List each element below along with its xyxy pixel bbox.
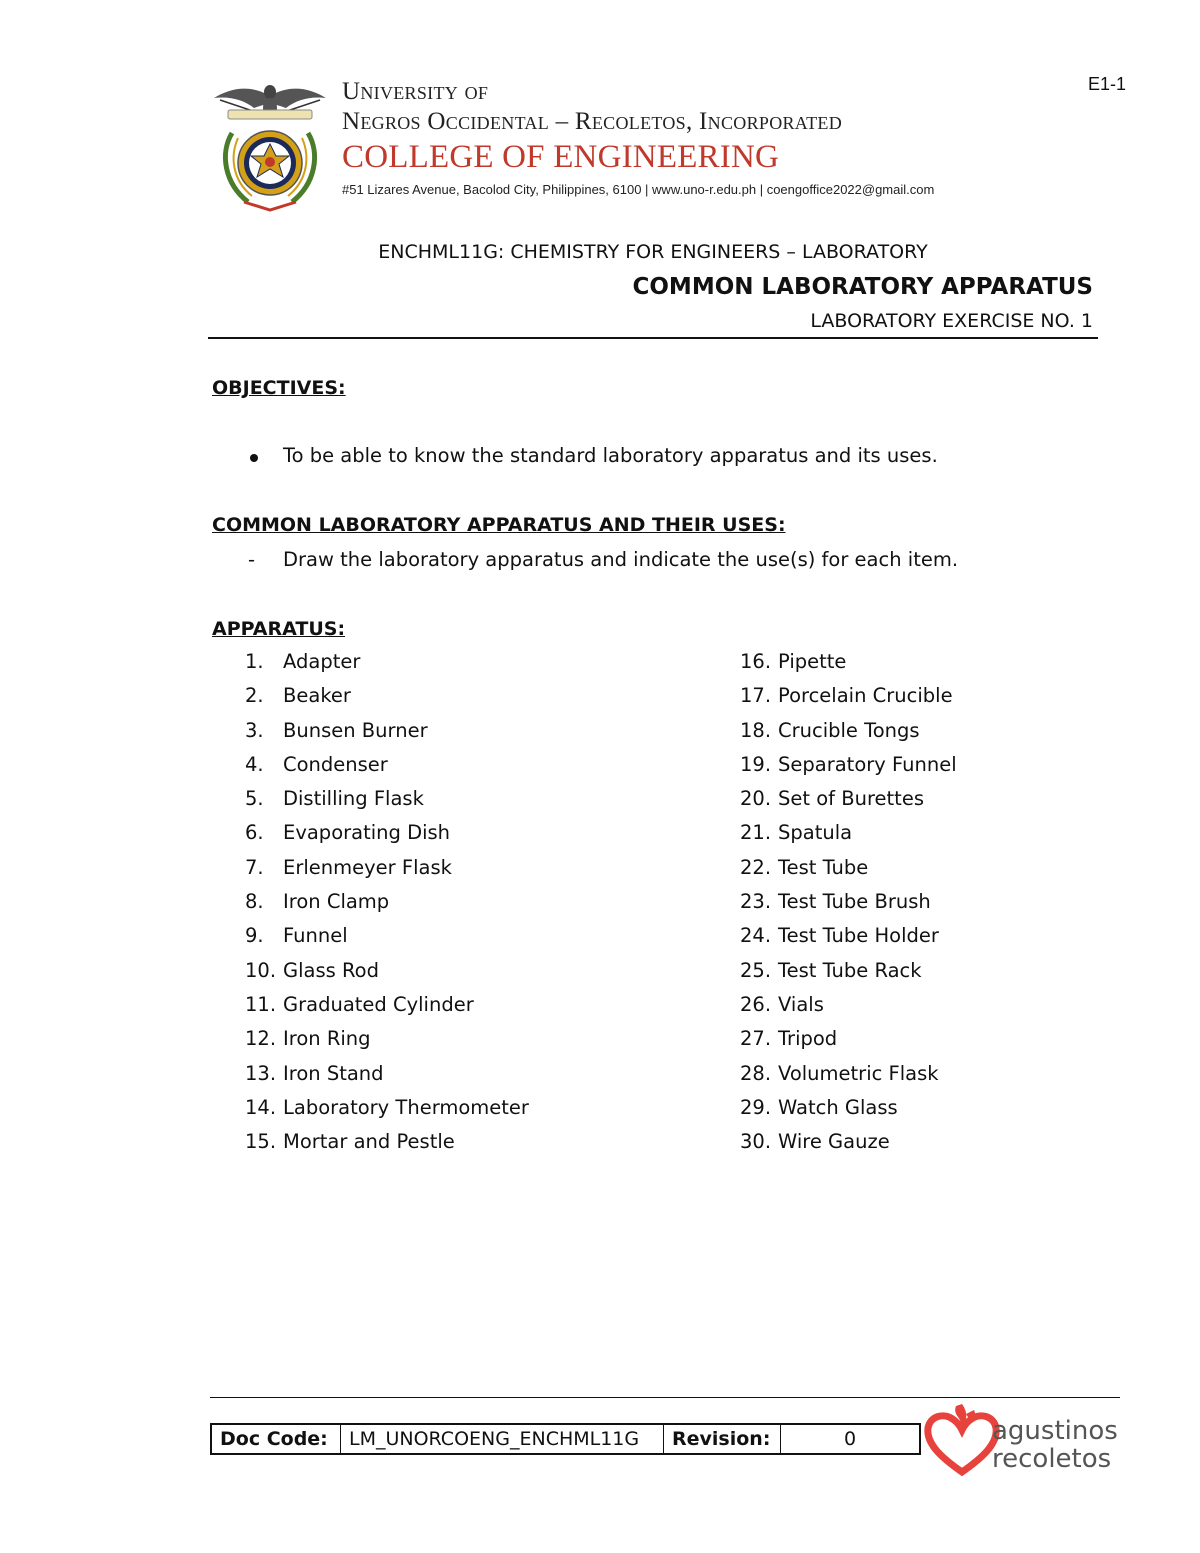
brand-name-line1: agustinos bbox=[992, 1416, 1118, 1446]
list-item-number: 9. bbox=[245, 924, 264, 948]
list-item bbox=[740, 1096, 957, 1130]
list-item bbox=[245, 959, 529, 993]
list-item bbox=[245, 753, 529, 787]
university-seal-icon bbox=[210, 78, 330, 213]
doc-code-value: LM_UNORCOENG_ENCHML11G bbox=[341, 1424, 664, 1454]
list-item bbox=[245, 650, 529, 684]
uses-heading: COMMON LABORATORY APPARATUS AND THEIR USES: bbox=[212, 514, 786, 536]
document-control-table bbox=[210, 1423, 921, 1455]
list-item bbox=[245, 821, 529, 855]
university-name-line2: Negros Occidental – Recoletos, Incorporated bbox=[342, 108, 843, 135]
list-item-label: Laboratory Thermometer bbox=[283, 1095, 529, 1119]
list-item-label: Watch Glass bbox=[778, 1095, 898, 1119]
list-item-label: Iron Ring bbox=[283, 1027, 371, 1051]
list-item bbox=[245, 993, 529, 1027]
list-item-number: 16. bbox=[740, 650, 772, 673]
objectives-heading: OBJECTIVES: bbox=[212, 377, 346, 399]
list-item-number: 6. bbox=[245, 821, 264, 845]
list-item bbox=[740, 890, 957, 924]
list-item-label: Test Tube bbox=[778, 855, 869, 879]
list-item bbox=[245, 924, 529, 958]
list-item-number: 26. bbox=[740, 992, 772, 1016]
course-title: ENCHML11G: CHEMISTRY FOR ENGINEERS – LABORATORY bbox=[378, 241, 928, 263]
list-item bbox=[245, 856, 529, 890]
list-item-number: 2. bbox=[245, 684, 264, 708]
list-item-number: 23. bbox=[740, 890, 772, 914]
list-item-number: 7. bbox=[245, 855, 264, 879]
college-name: COLLEGE OF ENGINEERING bbox=[342, 139, 780, 175]
list-item-number: 27. bbox=[740, 1027, 772, 1051]
list-item-number: 3. bbox=[245, 718, 264, 742]
list-item bbox=[740, 1027, 957, 1061]
list-item-number: 29. bbox=[740, 1095, 772, 1119]
list-item bbox=[245, 787, 529, 821]
list-item bbox=[740, 821, 957, 855]
list-item-label: Vials bbox=[778, 992, 824, 1016]
list-item-number: 5. bbox=[245, 787, 264, 811]
list-item-number: 13. bbox=[245, 1061, 277, 1085]
list-item-label: Test Tube Brush bbox=[778, 890, 931, 914]
list-item-number: 14. bbox=[245, 1095, 277, 1119]
list-item-number: 21. bbox=[740, 821, 772, 845]
dash-marker: - bbox=[248, 548, 256, 571]
list-item-number: 11. bbox=[245, 992, 277, 1016]
list-item-number: 28. bbox=[740, 1061, 772, 1085]
list-item-number: 18. bbox=[740, 718, 772, 742]
list-item-label: Adapter bbox=[283, 650, 361, 673]
revision-value: 0 bbox=[781, 1424, 921, 1454]
list-item-label: Bunsen Burner bbox=[283, 718, 428, 742]
apparatus-heading: APPARATUS: bbox=[212, 618, 346, 640]
list-item bbox=[740, 993, 957, 1027]
document-title: COMMON LABORATORY APPARATUS bbox=[632, 274, 1093, 300]
brand-name-line2: recoletos bbox=[992, 1444, 1112, 1474]
list-item bbox=[740, 856, 957, 890]
list-item-number: 8. bbox=[245, 890, 264, 914]
list-item-number: 25. bbox=[740, 958, 772, 982]
university-name-line1: University of bbox=[342, 78, 489, 105]
list-item-label: Test Tube Holder bbox=[778, 924, 939, 948]
objective-item: To be able to know the standard laboratory apparatus and its uses. bbox=[283, 444, 938, 467]
exercise-number: LABORATORY EXERCISE NO. 1 bbox=[810, 310, 1093, 332]
list-item-label: Condenser bbox=[283, 752, 388, 776]
list-item-label: Erlenmeyer Flask bbox=[283, 855, 452, 879]
list-item-label: Graduated Cylinder bbox=[283, 992, 474, 1016]
page-code: E1-1 bbox=[1088, 74, 1127, 94]
list-item-number: 22. bbox=[740, 855, 772, 879]
agustinos-recoletos-heart-logo-icon bbox=[922, 1400, 1002, 1480]
list-item-label: Distilling Flask bbox=[283, 787, 424, 811]
list-item-label: Tripod bbox=[778, 1027, 838, 1051]
list-item-number: 17. bbox=[740, 684, 772, 708]
list-item-label: Separatory Funnel bbox=[778, 752, 957, 776]
list-item-number: 10. bbox=[245, 958, 277, 982]
list-item bbox=[740, 787, 957, 821]
list-item-label: Test Tube Rack bbox=[778, 958, 922, 982]
footer-divider bbox=[210, 1397, 1120, 1398]
list-item bbox=[740, 753, 957, 787]
list-item-label: Funnel bbox=[283, 924, 348, 948]
list-item bbox=[740, 1130, 957, 1164]
apparatus-list-column-1 bbox=[245, 650, 529, 1164]
header-divider bbox=[208, 337, 1098, 339]
list-item-number: 30. bbox=[740, 1130, 772, 1154]
list-item bbox=[740, 959, 957, 993]
list-item bbox=[740, 684, 957, 718]
list-item bbox=[740, 1062, 957, 1096]
revision-label: Revision: bbox=[664, 1424, 781, 1454]
list-item-label: Volumetric Flask bbox=[778, 1061, 939, 1085]
table-row bbox=[211, 1424, 920, 1454]
list-item-label: Wire Gauze bbox=[778, 1130, 890, 1154]
list-item bbox=[245, 1027, 529, 1061]
list-item bbox=[245, 1062, 529, 1096]
list-item bbox=[740, 719, 957, 753]
list-item-number: 4. bbox=[245, 752, 264, 776]
list-item-label: Beaker bbox=[283, 684, 351, 708]
list-item-label: Spatula bbox=[778, 821, 853, 845]
list-item-number: 20. bbox=[740, 787, 772, 811]
list-item-label: Mortar and Pestle bbox=[283, 1130, 455, 1154]
doc-code-label: Doc Code: bbox=[211, 1424, 341, 1454]
bullet-icon bbox=[250, 454, 258, 462]
list-item-label: Set of Burettes bbox=[778, 787, 924, 811]
list-item bbox=[245, 890, 529, 924]
list-item-number: 12. bbox=[245, 1027, 277, 1051]
list-item bbox=[245, 1130, 529, 1164]
uses-instruction: Draw the laboratory apparatus and indicate the use(s) for each item. bbox=[283, 548, 959, 571]
list-item bbox=[245, 1096, 529, 1130]
list-item bbox=[245, 684, 529, 718]
list-item-number: 15. bbox=[245, 1130, 277, 1154]
apparatus-list-column-2 bbox=[740, 650, 957, 1164]
list-item bbox=[245, 719, 529, 753]
list-item-label: Iron Clamp bbox=[283, 890, 390, 914]
list-item-number: 24. bbox=[740, 924, 772, 948]
list-item-label: Evaporating Dish bbox=[283, 821, 451, 845]
list-item bbox=[740, 924, 957, 958]
college-address: #51 Lizares Avenue, Bacolod City, Philippines, 6100 | www.uno-r.edu.ph | coengoffice2022@gmail.com bbox=[342, 182, 935, 197]
list-item-label: Iron Stand bbox=[283, 1061, 384, 1085]
list-item bbox=[740, 650, 957, 684]
list-item-label: Porcelain Crucible bbox=[778, 684, 953, 708]
list-item-label: Glass Rod bbox=[283, 958, 379, 982]
list-item-label: Crucible Tongs bbox=[778, 718, 920, 742]
list-item-number: 1. bbox=[245, 650, 264, 673]
list-item-label: Pipette bbox=[778, 650, 847, 673]
list-item-number: 19. bbox=[740, 752, 772, 776]
